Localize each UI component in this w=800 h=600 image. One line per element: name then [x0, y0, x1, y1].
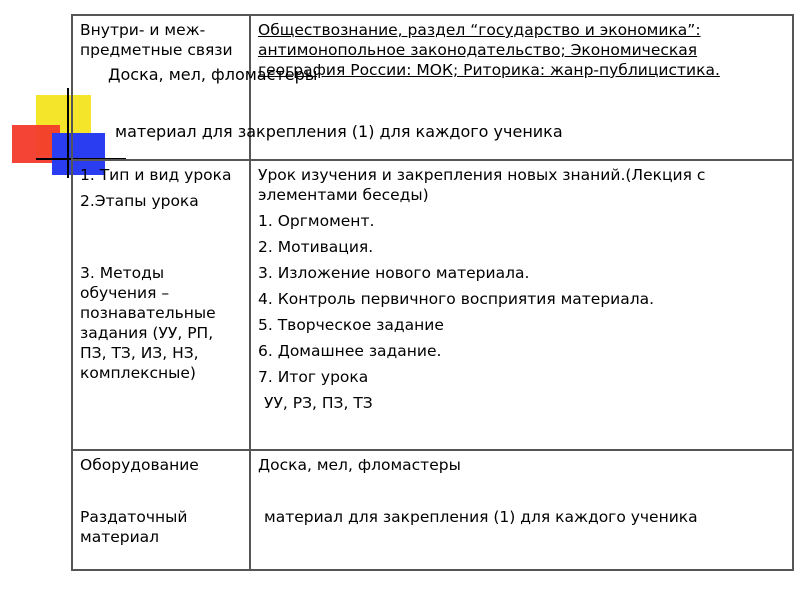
equipment-label: Оборудование [80, 456, 199, 474]
decor-vertical-line [67, 88, 69, 178]
methods-value: УУ, РЗ, ПЗ, ТЗ [264, 394, 373, 412]
equipment-value: Доска, мел, фломастеры [258, 456, 461, 474]
stage-item: 7. Итог урока [258, 368, 369, 386]
handout-value: материал для закрепления (1) для каждого ученика [264, 508, 698, 526]
equipment-value-cell [250, 450, 793, 570]
stage-item: 4. Контроль первичного восприятия материала. [258, 290, 655, 308]
lesson-meta-label-cell [72, 160, 250, 450]
overlay-handout-text: материал для закрепления (1) для каждого ученика [115, 122, 563, 141]
lesson-type-value: Урок изучения и закрепления новых знаний.(Лекция с элементами беседы) [258, 166, 706, 204]
table-row [72, 160, 793, 450]
lesson-plan-table [71, 14, 794, 571]
stage-item: 3. Изложение нового материала. [258, 264, 530, 282]
lesson-methods-label: 3. Методы обучения – познавательные задания (УУ, РП, ПЗ, ТЗ, ИЗ, НЗ, комплексные) [80, 264, 216, 382]
overlay-equipment-text: Доска, мел, фломастеры [108, 65, 318, 84]
stage-item: 5. Творческое задание [258, 316, 444, 334]
lesson-meta-value-cell [250, 160, 793, 450]
stage-item: 1. Оргмомент. [258, 212, 375, 230]
equipment-label-cell [72, 450, 250, 570]
table-row [72, 450, 793, 570]
lesson-type-label: 1. Тип и вид урока [80, 166, 232, 184]
stage-item: 2. Мотивация. [258, 238, 374, 256]
connections-value: Обществознание, раздел “государство и экономика”: антимонопольное законодательство; Экономическая география России: МОК; Риторика: жанр-публицистика. [258, 21, 720, 79]
connections-label: Внутри- и меж-предметные связи [80, 21, 233, 59]
handout-label: Раздаточный материал [80, 508, 188, 546]
lesson-stages-label: 2.Этапы урока [80, 192, 199, 210]
stage-item: 6. Домашнее задание. [258, 342, 442, 360]
